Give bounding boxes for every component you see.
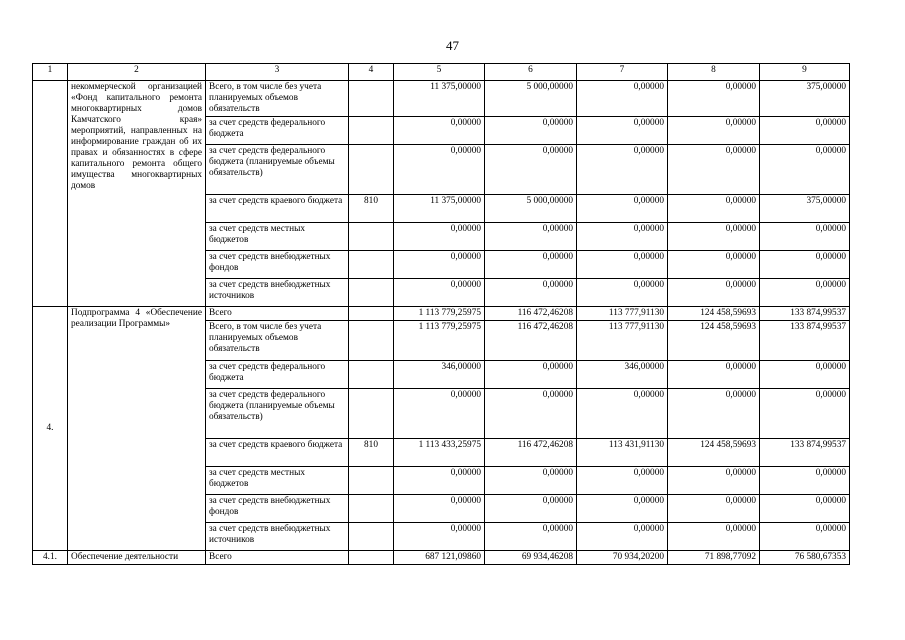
header-cell: 4 <box>349 64 394 81</box>
funding-source: Всего <box>206 307 349 321</box>
value-col7: 346,00000 <box>577 361 668 389</box>
value-col7: 0,00000 <box>577 523 668 551</box>
table-row <box>33 81 850 117</box>
value-col9: 0,00000 <box>760 361 850 389</box>
budget-code <box>349 307 394 321</box>
value-col5: 0,00000 <box>394 251 485 279</box>
budget-code <box>349 523 394 551</box>
budget-code <box>349 81 394 117</box>
value-col9: 0,00000 <box>760 223 850 251</box>
value-col5: 11 375,00000 <box>394 81 485 117</box>
value-col7: 0,00000 <box>577 467 668 495</box>
row-number <box>33 81 68 307</box>
value-col8: 71 898,77092 <box>668 551 760 565</box>
value-col8: 124 458,59693 <box>668 307 760 321</box>
funding-source: за счет средств внебюджетных источников <box>206 279 349 307</box>
value-col9: 0,00000 <box>760 523 850 551</box>
funding-source: за счет средств внебюджетных источников <box>206 523 349 551</box>
value-col6: 5 000,00000 <box>485 195 577 223</box>
budget-code: 810 <box>349 195 394 223</box>
budget-code <box>349 361 394 389</box>
value-col9: 133 874,99537 <box>760 321 850 361</box>
header-cell: 7 <box>577 64 668 81</box>
header-cell: 5 <box>394 64 485 81</box>
funding-source: за счет средств федерального бюджета (планируемые объемы обязательств) <box>206 389 349 439</box>
value-col5: 0,00000 <box>394 223 485 251</box>
budget-code <box>349 279 394 307</box>
value-col7: 113 431,91130 <box>577 439 668 467</box>
value-col9: 375,00000 <box>760 81 850 117</box>
header-cell: 6 <box>485 64 577 81</box>
value-col6: 0,00000 <box>485 467 577 495</box>
value-col5: 0,00000 <box>394 467 485 495</box>
value-col7: 0,00000 <box>577 117 668 145</box>
value-col9: 133 874,99537 <box>760 307 850 321</box>
value-col8: 0,00000 <box>668 145 760 195</box>
funding-source: за счет средств краевого бюджета <box>206 439 349 467</box>
funding-source: Всего, в том числе без учета планируемых объемов обязательств <box>206 81 349 117</box>
value-col9: 0,00000 <box>760 495 850 523</box>
funding-source: за счет средств внебюджетных фондов <box>206 495 349 523</box>
budget-code <box>349 145 394 195</box>
value-col6: 0,00000 <box>485 145 577 195</box>
value-col7: 0,00000 <box>577 195 668 223</box>
value-col6: 5 000,00000 <box>485 81 577 117</box>
table-row <box>33 307 850 321</box>
value-col8: 0,00000 <box>668 117 760 145</box>
value-col5: 1 113 433,25975 <box>394 439 485 467</box>
value-col7: 0,00000 <box>577 389 668 439</box>
funding-source: за счет средств краевого бюджета <box>206 195 349 223</box>
budget-code <box>349 551 394 565</box>
value-col6: 0,00000 <box>485 279 577 307</box>
value-col5: 0,00000 <box>394 495 485 523</box>
value-col6: 116 472,46208 <box>485 439 577 467</box>
value-col6: 69 934,46208 <box>485 551 577 565</box>
value-col6: 116 472,46208 <box>485 321 577 361</box>
funding-source: за счет средств федерального бюджета <box>206 117 349 145</box>
value-col5: 0,00000 <box>394 117 485 145</box>
value-col9: 0,00000 <box>760 389 850 439</box>
value-col7: 113 777,91130 <box>577 307 668 321</box>
header-cell: 2 <box>68 64 206 81</box>
budget-code <box>349 223 394 251</box>
funding-source: за счет средств внебюджетных фондов <box>206 251 349 279</box>
value-col8: 0,00000 <box>668 195 760 223</box>
value-col5: 1 113 779,25975 <box>394 321 485 361</box>
value-col9: 76 580,67353 <box>760 551 850 565</box>
value-col8: 0,00000 <box>668 495 760 523</box>
budget-code <box>349 467 394 495</box>
value-col6: 0,00000 <box>485 361 577 389</box>
funding-source: за счет средств федерального бюджета <box>206 361 349 389</box>
budget-code: 810 <box>349 439 394 467</box>
value-col5: 0,00000 <box>394 279 485 307</box>
header-cell: 1 <box>33 64 68 81</box>
value-col5: 0,00000 <box>394 523 485 551</box>
value-col9: 0,00000 <box>760 117 850 145</box>
value-col8: 0,00000 <box>668 389 760 439</box>
funding-source: за счет средств федерального бюджета (планируемые объемы обязательств) <box>206 145 349 195</box>
value-col7: 70 934,20200 <box>577 551 668 565</box>
value-col6: 0,00000 <box>485 223 577 251</box>
value-col9: 0,00000 <box>760 145 850 195</box>
row-number: 4. <box>33 307 68 551</box>
funding-source: Всего, в том числе без учета планируемых объемов обязательств <box>206 321 349 361</box>
value-col6: 0,00000 <box>485 495 577 523</box>
value-col5: 11 375,00000 <box>394 195 485 223</box>
budget-code <box>349 389 394 439</box>
value-col7: 0,00000 <box>577 495 668 523</box>
value-col6: 0,00000 <box>485 117 577 145</box>
measure-name: некоммерческой организацией «Фонд капитального ремонта многоквартирных домов Камчатского края» мероприятий, направленных на информирование граждан об их правах и обязанностях в сфере капитального ремонта общего имущества многоквартирных домов <box>68 81 206 307</box>
value-col6: 0,00000 <box>485 251 577 279</box>
table-row <box>33 551 850 565</box>
funding-source: Всего <box>206 551 349 565</box>
value-col7: 113 777,91130 <box>577 321 668 361</box>
value-col6: 116 472,46208 <box>485 307 577 321</box>
value-col9: 0,00000 <box>760 467 850 495</box>
measure-name: Подпрограмма 4 «Обеспечение реализации Программы» <box>68 307 206 551</box>
value-col9: 0,00000 <box>760 251 850 279</box>
value-col8: 0,00000 <box>668 251 760 279</box>
value-col5: 346,00000 <box>394 361 485 389</box>
value-col9: 133 874,99537 <box>760 439 850 467</box>
value-col6: 0,00000 <box>485 389 577 439</box>
budget-code <box>349 117 394 145</box>
budget-table <box>32 63 850 565</box>
row-number: 4.1. <box>33 551 68 565</box>
value-col8: 0,00000 <box>668 279 760 307</box>
value-col7: 0,00000 <box>577 279 668 307</box>
header-cell: 3 <box>206 64 349 81</box>
value-col6: 0,00000 <box>485 523 577 551</box>
funding-source: за счет средств местных бюджетов <box>206 223 349 251</box>
value-col7: 0,00000 <box>577 145 668 195</box>
value-col8: 0,00000 <box>668 81 760 117</box>
value-col8: 0,00000 <box>668 361 760 389</box>
value-col5: 1 113 779,25975 <box>394 307 485 321</box>
page-number: 47 <box>446 38 459 53</box>
value-col8: 0,00000 <box>668 223 760 251</box>
value-col5: 687 121,09860 <box>394 551 485 565</box>
value-col8: 0,00000 <box>668 523 760 551</box>
value-col5: 0,00000 <box>394 389 485 439</box>
header-cell: 9 <box>760 64 850 81</box>
value-col9: 375,00000 <box>760 195 850 223</box>
value-col7: 0,00000 <box>577 223 668 251</box>
measure-name: Обеспечение деятельности <box>68 551 206 565</box>
value-col9: 0,00000 <box>760 279 850 307</box>
header-row <box>33 64 850 81</box>
budget-code <box>349 251 394 279</box>
value-col5: 0,00000 <box>394 145 485 195</box>
funding-source: за счет средств местных бюджетов <box>206 467 349 495</box>
value-col8: 124 458,59693 <box>668 321 760 361</box>
value-col7: 0,00000 <box>577 251 668 279</box>
value-col8: 124 458,59693 <box>668 439 760 467</box>
budget-code <box>349 495 394 523</box>
budget-code <box>349 321 394 361</box>
value-col7: 0,00000 <box>577 81 668 117</box>
header-cell: 8 <box>668 64 760 81</box>
value-col8: 0,00000 <box>668 467 760 495</box>
